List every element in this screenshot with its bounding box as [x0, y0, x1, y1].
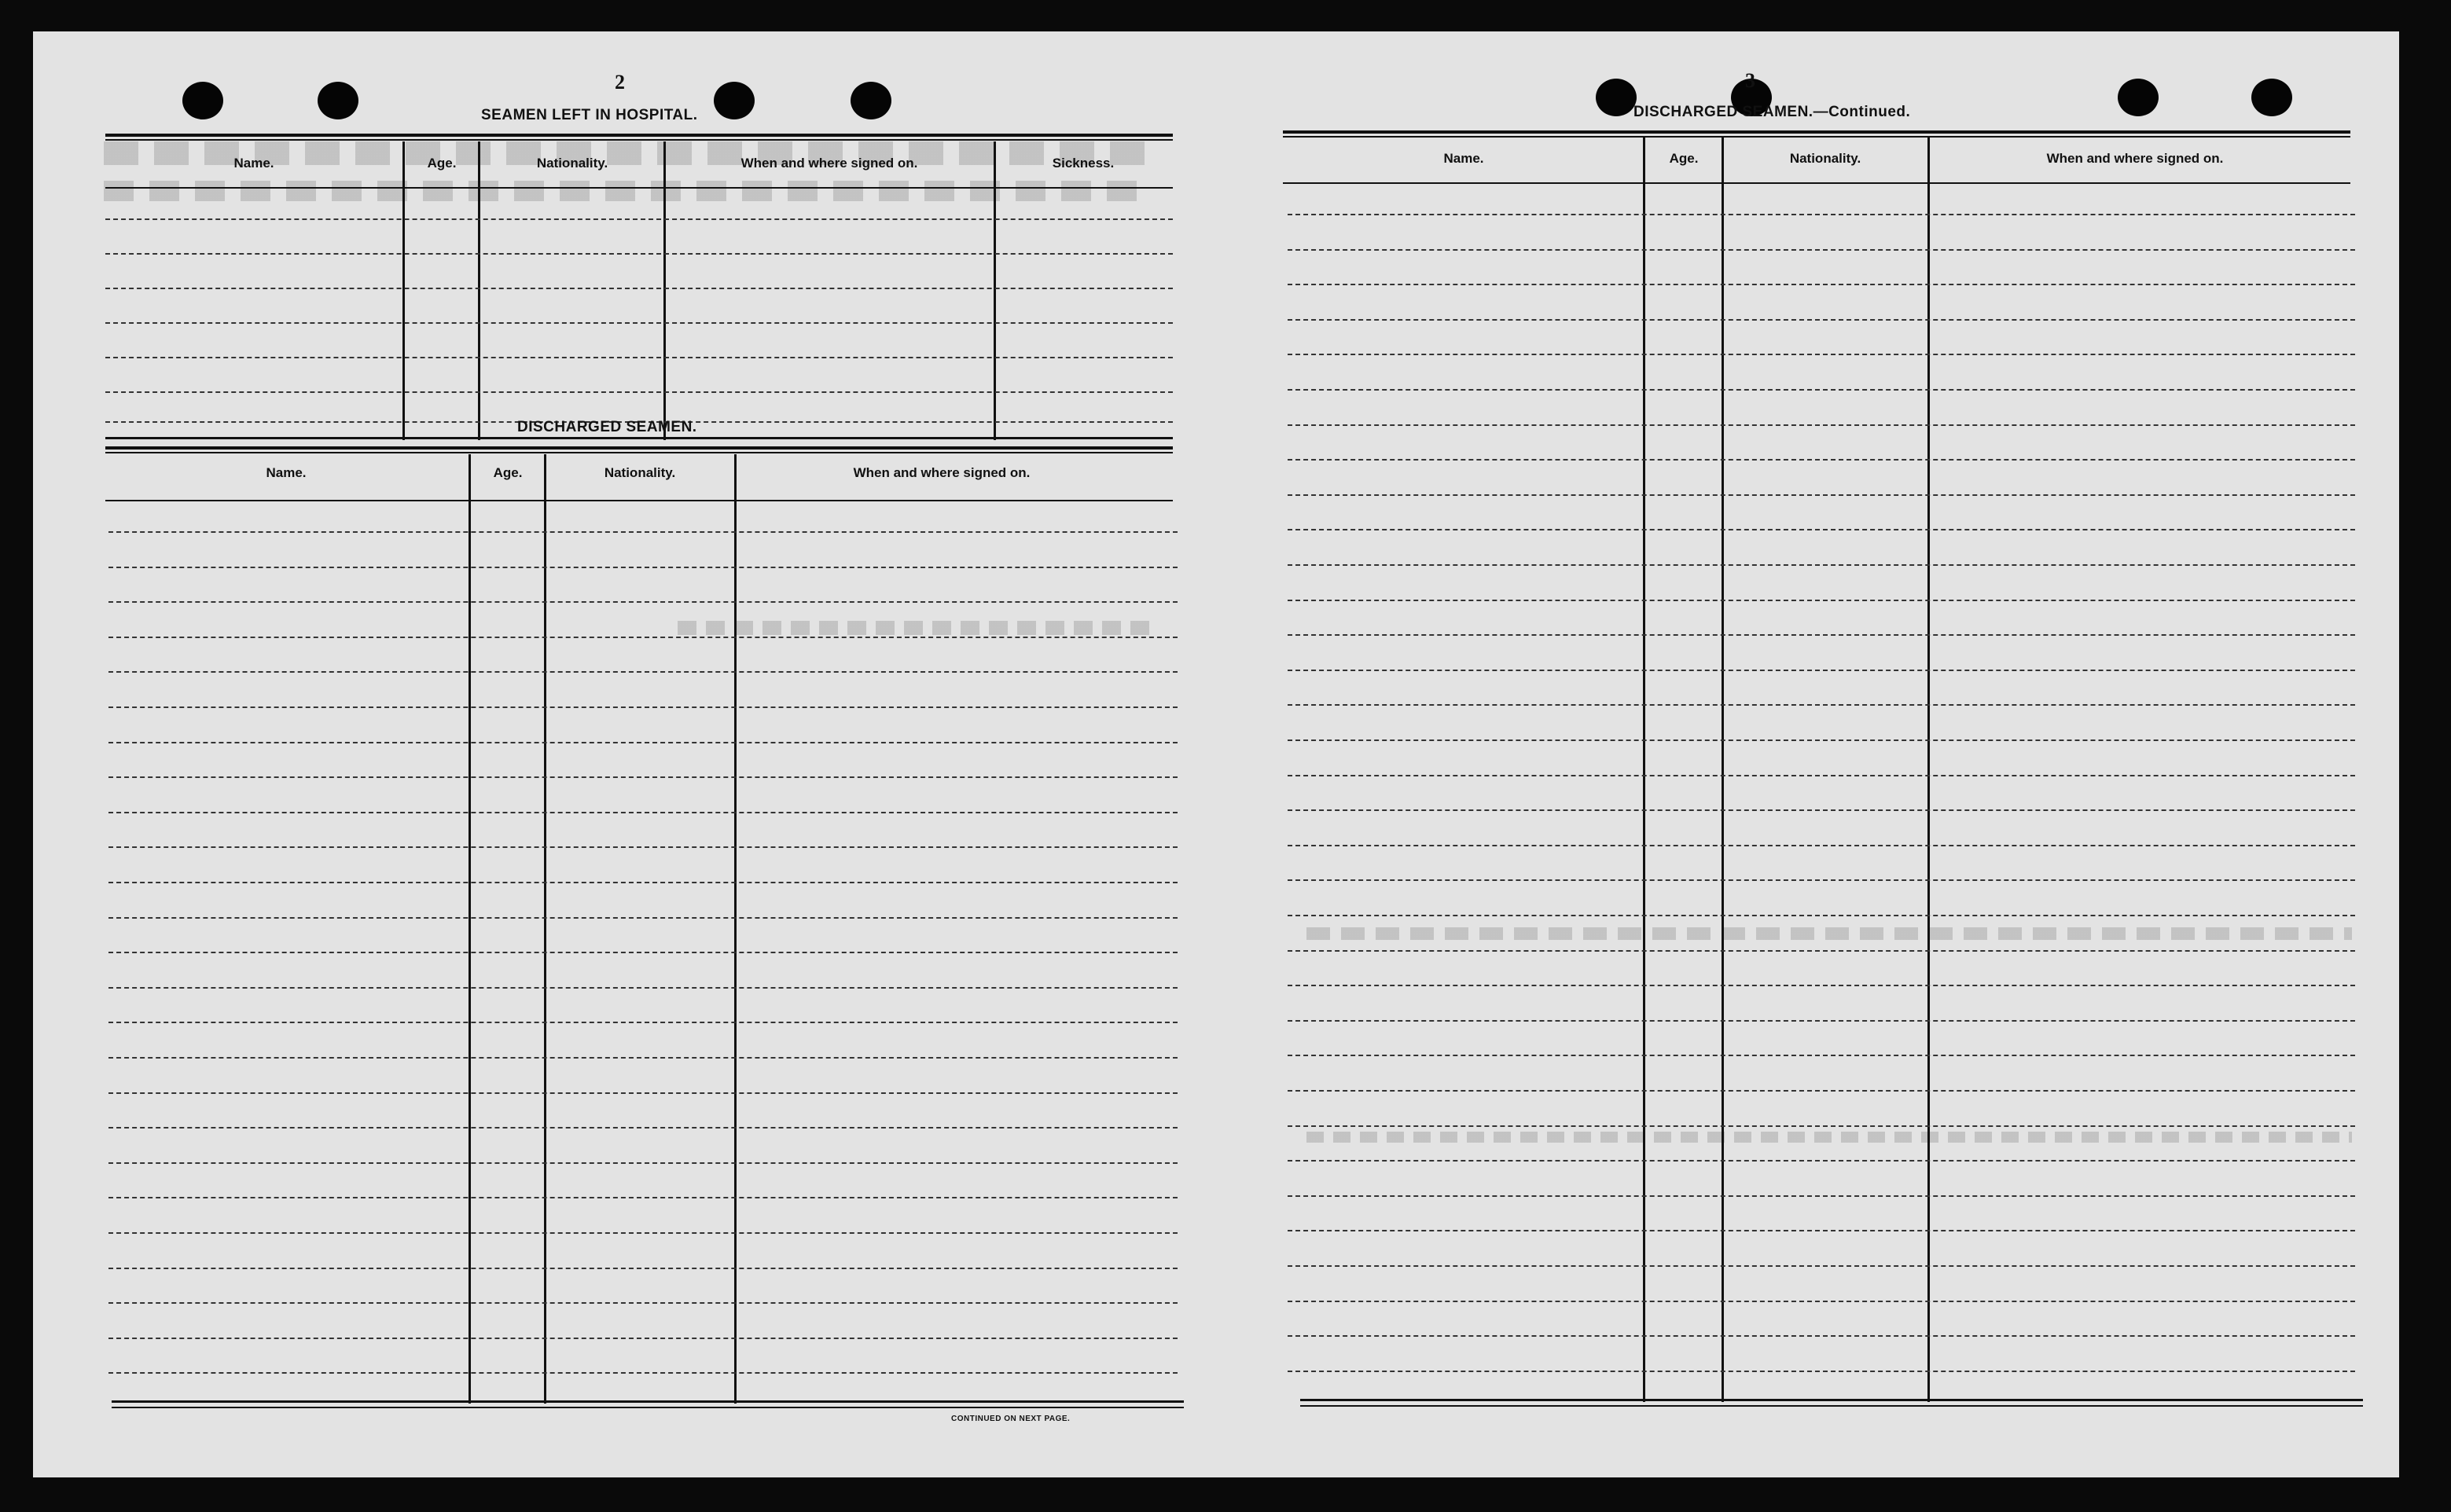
entry-line [1288, 915, 2355, 916]
discharged-continued-title: DISCHARGED SEAMEN.—Continued. [1633, 104, 1911, 120]
entry-line [1288, 1020, 2355, 1022]
punch-hole [182, 82, 223, 119]
hospital-entry-line [105, 357, 1173, 358]
entry-line [1288, 284, 2355, 285]
discharged-col-age: Age. [493, 465, 523, 480]
entry-line [1288, 1055, 2355, 1056]
hospital-entry-line [105, 218, 1173, 220]
continued-footer: CONTINUED ON NEXT PAGE. [951, 1415, 1071, 1423]
entry-line [1288, 809, 2355, 811]
entry-line [1288, 564, 2355, 566]
discharged-section-title-visible: DISCHARGED SEAMEN. [517, 419, 697, 435]
hospital-col-divider [402, 141, 405, 440]
right-col-name: Name. [1443, 151, 1484, 166]
right-table-bottom-rule [1300, 1399, 2363, 1401]
entry-line [108, 706, 1178, 708]
entry-line [1288, 494, 2355, 496]
right-table-top-rule-thin [1283, 136, 2350, 138]
punch-hole [714, 82, 755, 119]
entry-line [108, 742, 1178, 743]
entry-line [108, 1127, 1178, 1128]
hospital-entry-line [105, 322, 1173, 324]
right-col-divider [1643, 137, 1645, 1402]
hospital-col-divider [663, 141, 666, 440]
entry-line [108, 567, 1178, 568]
hospital-table-top-rule [105, 134, 1173, 137]
punch-hole [318, 82, 358, 119]
entry-line [108, 1057, 1178, 1059]
discharged-table-top-rule [105, 446, 1173, 450]
entry-line [1288, 739, 2355, 741]
right-table-bottom-rule-thin [1300, 1405, 2363, 1407]
entry-line [108, 812, 1178, 813]
entry-line [1288, 634, 2355, 636]
discharged-col-nationality: Nationality. [604, 465, 676, 480]
hospital-col-sickness: Sickness. [1052, 156, 1115, 171]
hospital-table-top-rule-thin [105, 139, 1173, 141]
hospital-col-nationality: Nationality. [536, 156, 608, 171]
entry-line [1288, 879, 2355, 881]
discharged-header-rule [105, 500, 1173, 501]
entry-line [1288, 1160, 2355, 1162]
bleed-through-text [104, 181, 1149, 201]
entry-line [1288, 249, 2355, 251]
entry-line [1288, 1195, 2355, 1197]
discharged-table-bottom-rule-thin [112, 1407, 1184, 1408]
entry-line [1288, 704, 2355, 706]
bleed-through-text [1306, 927, 2352, 940]
entry-line [1288, 1265, 2355, 1267]
entry-line [108, 1268, 1178, 1269]
entry-line [108, 601, 1178, 603]
entry-line [1288, 1125, 2355, 1127]
entry-line [108, 531, 1178, 533]
entry-line [108, 1232, 1178, 1234]
right-col-divider [1722, 137, 1724, 1402]
entry-line [108, 846, 1178, 848]
right-col-signed-on: When and where signed on. [2046, 151, 2224, 166]
page-number-right: 3 [1745, 69, 1755, 92]
entry-line [1288, 424, 2355, 426]
entry-line [1288, 1301, 2355, 1302]
discharged-col-divider [734, 454, 737, 1404]
entry-line [108, 1162, 1178, 1164]
bleed-through-text [1306, 1132, 2352, 1143]
hospital-header-rule [105, 187, 1173, 189]
hospital-col-age: Age. [427, 156, 457, 171]
entry-line [1288, 354, 2355, 355]
page-number-left: 2 [615, 71, 625, 94]
discharged-col-name: Name. [266, 465, 307, 480]
discharged-col-divider [544, 454, 546, 1404]
entry-line [108, 776, 1178, 778]
entry-line [1288, 1230, 2355, 1231]
entry-line [1288, 1335, 2355, 1337]
hospital-col-divider [478, 141, 480, 440]
right-col-divider [1927, 137, 1930, 1402]
punch-hole [2118, 79, 2159, 116]
right-col-age: Age. [1669, 151, 1699, 166]
discharged-col-divider [469, 454, 471, 1404]
hospital-col-name: Name. [233, 156, 274, 171]
hospital-table-bottom-rule [105, 437, 1173, 439]
discharged-col-signed-on: When and where signed on. [853, 465, 1031, 480]
hospital-section-title: SEAMEN LEFT IN HOSPITAL. [481, 107, 698, 123]
entry-line [108, 917, 1178, 919]
punch-hole [851, 82, 891, 119]
entry-line [1288, 985, 2355, 986]
entry-line [108, 637, 1178, 638]
entry-line [1288, 319, 2355, 321]
right-col-nationality: Nationality. [1789, 151, 1861, 166]
entry-line [108, 952, 1178, 953]
right-header-rule [1283, 182, 2350, 184]
entry-line [1288, 529, 2355, 530]
entry-line [108, 1338, 1178, 1339]
discharged-table-top-rule-thin [105, 452, 1173, 453]
hospital-entry-line [105, 391, 1173, 393]
hospital-col-signed-on: When and where signed on. [740, 156, 918, 171]
discharged-table-bottom-rule [112, 1400, 1184, 1403]
entry-line [1288, 1371, 2355, 1372]
entry-line [1288, 950, 2355, 952]
entry-line [108, 1022, 1178, 1023]
entry-line [108, 1092, 1178, 1094]
entry-line [1288, 214, 2355, 215]
hospital-col-divider [994, 141, 996, 440]
bleed-through-text [678, 621, 1149, 635]
entry-line [108, 1372, 1178, 1374]
entry-line [1288, 459, 2355, 461]
entry-line [1288, 845, 2355, 846]
entry-line [1288, 389, 2355, 391]
entry-line [108, 671, 1178, 673]
entry-line [1288, 775, 2355, 776]
hospital-entry-line [105, 288, 1173, 289]
form-sheet [33, 31, 2399, 1477]
hospital-entry-line [105, 253, 1173, 255]
entry-line [108, 987, 1178, 989]
punch-hole [2251, 79, 2292, 116]
entry-line [1288, 600, 2355, 601]
entry-line [1288, 670, 2355, 671]
entry-line [108, 882, 1178, 883]
entry-line [108, 1197, 1178, 1198]
entry-line [108, 1302, 1178, 1304]
punch-hole [1596, 79, 1637, 116]
entry-line [1288, 1090, 2355, 1092]
right-table-top-rule [1283, 130, 2350, 134]
